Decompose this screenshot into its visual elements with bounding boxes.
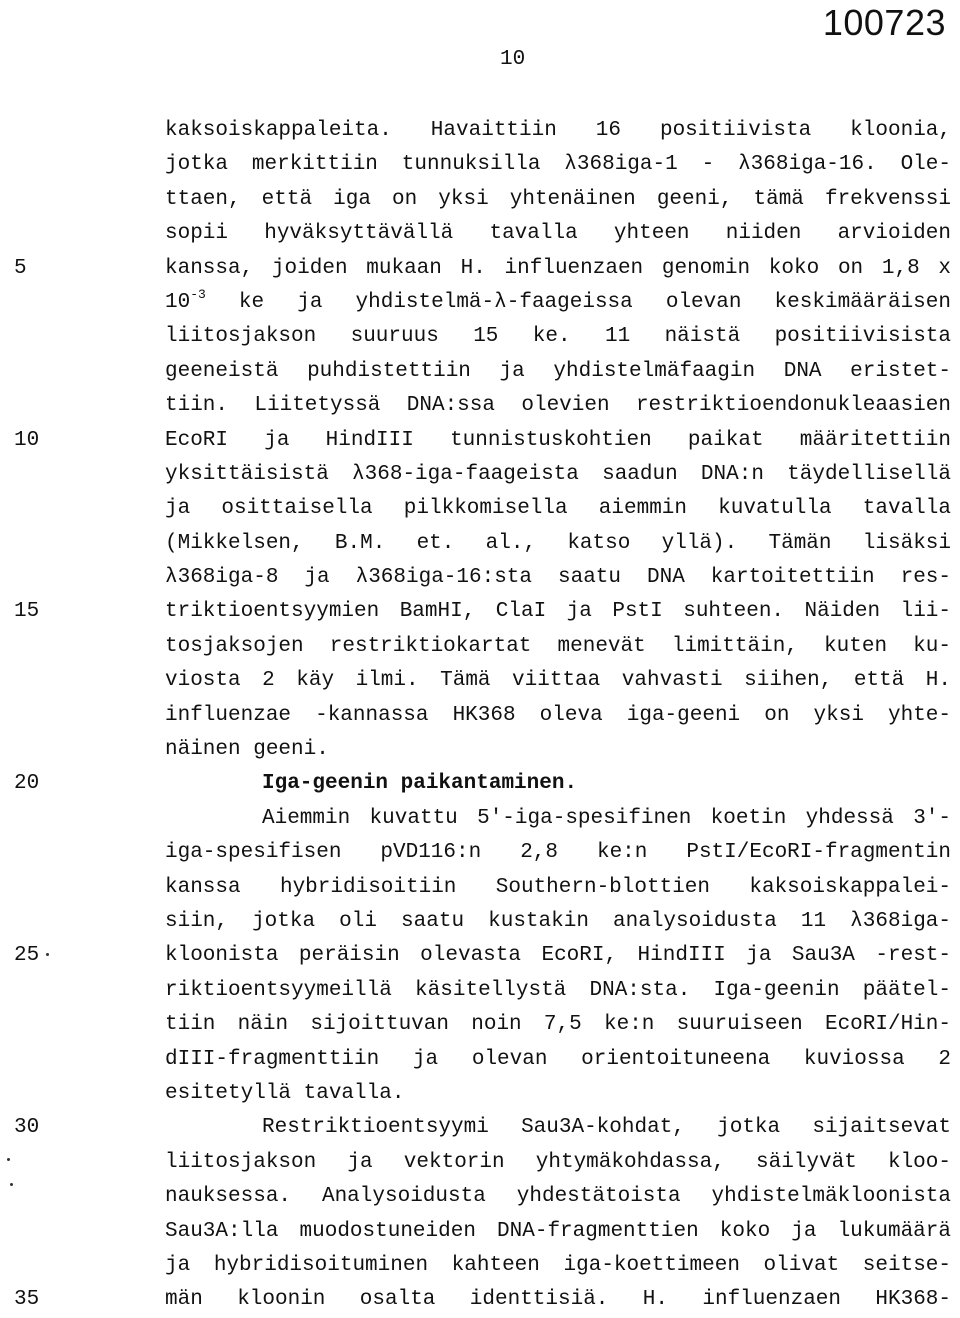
- text-line: [0, 630, 960, 664]
- line-number: 30: [14, 1116, 40, 1140]
- line-text: λ368iga-8 ja λ368iga-16:sta saatu DNA kartoitettiin res-: [165, 566, 951, 590]
- line-text: ja osittaisella pilkkomisella aiemmin kuvatulla tavalla: [165, 497, 951, 521]
- line-text: viosta 2 käy ilmi. Tämä viittaa vahvasti siihen, että H.: [165, 669, 951, 693]
- text-line: [0, 561, 960, 595]
- line-text: kloonista peräisin olevasta EcoRI, HindIII ja Sau3A -rest-: [165, 944, 951, 968]
- text-line: [0, 595, 960, 629]
- text-line: [0, 492, 960, 526]
- line-text: kanssa hybridisoitiin Southern-blottien kaksoiskappalei-: [165, 875, 951, 899]
- line-text: kaksoiskappaleita. Havaittiin 16 positiivista kloonia,: [165, 119, 951, 142]
- text-line: [0, 733, 960, 767]
- text-line: [0, 183, 960, 217]
- line-text: ttaen, että iga on yksi yhtenäinen geeni, tämä frekvenssi: [165, 187, 951, 211]
- patent-number: 100723: [822, 2, 946, 43]
- line-text: nauksessa. Analysoidusta yhdestätoista yhdistelmäkloonista: [165, 1185, 951, 1209]
- text-line: [0, 939, 960, 973]
- text-line: [0, 252, 960, 286]
- line-text: [165, 286, 951, 320]
- text-line: [0, 1008, 960, 1042]
- line-text: (Mikkelsen, B.M. et. al., katso yllä). Tämän lisäksi: [165, 531, 951, 555]
- text-line: [0, 1215, 960, 1249]
- line-number: 10: [14, 428, 40, 452]
- text-line: [0, 1146, 960, 1180]
- line-text: influenzae -kannassa HK368 oleva iga-geeni on yksi yhte-: [165, 703, 951, 727]
- text-line: [0, 148, 960, 182]
- line-text: riktioentsyymeillä käsitellystä DNA:sta. Iga-geenin päätel-: [165, 978, 951, 1002]
- line-number: 5: [14, 256, 27, 280]
- page-number: 10: [500, 48, 526, 71]
- line-text: yksittäisistä λ368-iga-faageista saadun DNA:n täydellisellä: [165, 462, 951, 486]
- line-text: iga-spesifisen pVD116:n 2,8 ke:n PstI/EcoRI-fragmentin: [165, 841, 951, 865]
- exponent: -3: [190, 286, 206, 302]
- line-text: tiin. Liitetyssä DNA:ssa olevien restriktioendonukleaasien: [165, 394, 951, 418]
- text-line: [0, 664, 960, 698]
- line-text: män kloonin osalta identtisiä. H. influenzaen HK368-: [165, 1288, 951, 1312]
- line-text-pre: 10: [165, 290, 191, 314]
- line-text: liitosjakson ja vektorin yhtymäkohdassa, säilyvät kloo-: [165, 1150, 951, 1174]
- text-line: [0, 974, 960, 1008]
- line-text: geeneistä puhdistettiin ja yhdistelmäfaagin DNA eristet-: [165, 359, 951, 383]
- line-text: liitosjakson suuruus 15 ke. 11 näistä positiivisista: [165, 325, 951, 349]
- line-text: esitetyllä tavalla.: [165, 1081, 405, 1105]
- text-line: [0, 905, 960, 939]
- line-number: 25: [14, 944, 40, 968]
- text-line: [0, 1043, 960, 1077]
- line-text: sopii hyväksyttävällä tavalla yhteen niiden arvioiden: [165, 222, 951, 246]
- text-line: [0, 355, 960, 389]
- text-line: [0, 217, 960, 251]
- text-line: [0, 802, 960, 836]
- text-line: [0, 767, 960, 801]
- line-text: kanssa, joiden mukaan H. influenzaen genomin koko on 1,8 x: [165, 256, 951, 280]
- line-text: ja hybridisoituminen kahteen iga-koettimeen olivat seitse-: [165, 1253, 951, 1277]
- line-text: Sau3A:lla muodostuneiden DNA-fragmenttien koko ja lukumäärä: [165, 1219, 951, 1243]
- text-line: [0, 699, 960, 733]
- text-line: [0, 286, 960, 320]
- section-heading: Iga-geenin paikantaminen.: [262, 772, 578, 796]
- text-line: [0, 1283, 960, 1317]
- line-text: Restriktioentsyymi Sau3A-kohdat, jotka sijaitsevat: [262, 1116, 951, 1140]
- text-line: [0, 836, 960, 870]
- text-line: [0, 458, 960, 492]
- text-line: [0, 320, 960, 354]
- line-text: dIII-fragmenttiin ja olevan orientoituneena kuviossa 2: [165, 1047, 951, 1071]
- line-text: tosjaksojen restriktiokartat menevät limittäin, kuten ku-: [165, 634, 951, 658]
- line-number: 15: [14, 600, 40, 624]
- text-line: [0, 114, 960, 148]
- line-text: tiin näin sijoittuvan noin 7,5 ke:n suuruiseen EcoRI/Hin-: [165, 1013, 951, 1037]
- text-line: [0, 1111, 960, 1145]
- text-line: [0, 389, 960, 423]
- line-text: EcoRI ja HindIII tunnistuskohtien paikat määritettiin: [165, 428, 951, 452]
- text-line: [0, 424, 960, 458]
- line-number: 20: [14, 772, 40, 796]
- line-text: jotka merkittiin tunnuksilla λ368iga-1 - λ368iga-16. Ole-: [165, 153, 951, 177]
- line-text: triktioentsyymien BamHI, ClaI ja PstI suhteen. Näiden lii-: [165, 600, 951, 624]
- text-line: [0, 527, 960, 561]
- document-body: [0, 114, 960, 1318]
- text-line: [0, 871, 960, 905]
- line-number: 35: [14, 1288, 40, 1312]
- text-line: [0, 1249, 960, 1283]
- line-text: siin, jotka oli saatu kustakin analysoidusta 11 λ368iga-: [165, 909, 951, 933]
- line-text: Aiemmin kuvattu 5'-iga-spesifinen koetin yhdessä 3'-: [262, 806, 951, 830]
- text-line: [0, 1180, 960, 1214]
- text-line: [0, 1077, 960, 1111]
- line-text-post: ke ja yhdistelmä-λ-faageissa olevan keskimääräisen: [205, 290, 951, 314]
- line-text: näinen geeni.: [165, 738, 329, 762]
